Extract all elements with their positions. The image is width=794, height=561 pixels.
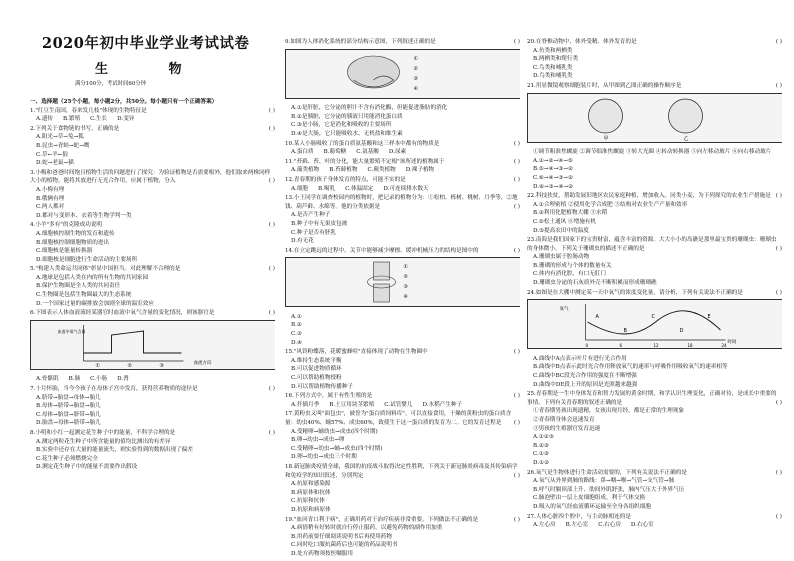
question-item (285, 247, 520, 348)
options (285, 357, 520, 391)
option: B.②利用化肥植物大棚 ③水稻 (533, 210, 608, 217)
option: A.骨骼肌 (36, 376, 59, 383)
option: D.处方药物须按医嘱服用 (291, 550, 354, 557)
option: C.生物圈是包括生物圈最大的生态系统 (36, 292, 132, 299)
options (30, 375, 275, 384)
options (285, 480, 520, 514)
question-stem: 14.在立定跳远的过程中，关节中能够减少摩擦、缓冲机械压力的结构是图中的 ( ) (285, 247, 520, 254)
question-item (527, 390, 782, 467)
option: D.⑤提高农田中的温度 (533, 227, 589, 234)
options (285, 401, 520, 410)
question-item (285, 194, 520, 246)
question-item (285, 140, 520, 157)
option: A.藻类植物 (291, 167, 320, 174)
question-stem: 25.青春期是一生中身体发育和智力发展的黄金时期，和学认识生理变化，正确对待，是成长中重要的事情。下列有关青春期的叙述正确的是 ( ) (527, 391, 782, 406)
option: C.鸟类和哺乳类 (533, 64, 573, 71)
answer-blank: ( ) (268, 386, 275, 393)
point-label: B (623, 328, 627, 335)
option: C.⑤松土通风 ⑥增施有机 (533, 218, 596, 225)
section-heading: 一、选择题（25个小题，每小题2分，共50分。每小题只有一个正确答案） (30, 99, 218, 105)
answer-blank: ( ) (268, 430, 275, 436)
options (30, 115, 275, 124)
joint-label: ④ (403, 294, 408, 301)
option: A.是否产生种子 (291, 212, 331, 219)
option: B.种子中有无果皮包被 (291, 220, 348, 227)
option: D.可连续排水数天 (383, 185, 429, 192)
option: B.苔藓植物 (329, 167, 358, 174)
microscope-view (669, 99, 703, 133)
question-item (30, 385, 275, 428)
options (527, 47, 782, 81)
option: C.细胞核是能量转换器 (36, 248, 93, 255)
view-label: 乙 (683, 135, 689, 142)
option: C.曲线中BC段光合作用的强度在不断增强 (533, 373, 637, 380)
figure-knee (285, 257, 520, 307)
options (527, 148, 782, 191)
option: D.①② (533, 459, 550, 466)
y-axis-label: 氧气 (559, 307, 569, 313)
point-label: A (595, 314, 599, 321)
option: B.呼气时膈顶部上升、肋间外肌舒张，肺内气压大于外界气压 (533, 486, 685, 493)
option: A.① (291, 313, 302, 320)
question-item (527, 236, 782, 288)
answer-blank: ( ) (775, 245, 782, 252)
figure-curve (527, 299, 782, 349)
question-item (285, 410, 520, 462)
microscope-view (589, 99, 623, 133)
answer-blank: ( ) (513, 140, 520, 147)
option: C.肺泡壁由一层上皮细胞组成，利于气体交换 (533, 495, 646, 502)
options (30, 274, 275, 308)
option: ①调节粗准焦螺旋 ②调节细准焦螺旋 ③转大光圈 ④转动转换器 ⑤向左移动玻片 ⑥向右移动玻片 (533, 149, 772, 156)
answer-blank: ( ) (513, 393, 520, 400)
option: C.③ (291, 331, 302, 338)
question-item (285, 38, 520, 139)
question-item (527, 469, 782, 512)
question-stem: 22.科技扶贫，帮助发展旧地区农民家庭种植，增加收入。同类小麦，为下列探究的农业生产措施是 ( ) (527, 193, 782, 200)
question-stem: 10.某人小肠吸收了的蛋白质氨基酸和这三样本中都有的物质是 ( ) (285, 140, 520, 147)
option: D.测定花生种子中的能量不需要作出假设 (36, 464, 138, 471)
question-stem: 15."风铃粉蝶落，花暖蜜蜂喧"直接体现了动物在生物圈中 ( ) (285, 349, 520, 356)
answer-blank: ( ) (268, 107, 275, 114)
option: ③男孩的生殖器官发育迅速 (533, 425, 601, 432)
option: B.可以促进物质循环 (291, 366, 342, 373)
stomach-organ (348, 56, 400, 88)
option: B.②是胰脏，它分泌的胰液只用能消化蛋白质 (291, 113, 403, 120)
question-stem: 2.下列关于食物链的书写，正确的是 ( ) (30, 125, 275, 132)
x-tick-label: 6 (619, 343, 623, 349)
answer-blank: ( ) (513, 349, 520, 356)
options (285, 524, 520, 557)
joint-label: ③ (403, 284, 408, 291)
option: C.受精卵→幼虫→蛹→成虫(四个时期) (291, 445, 383, 452)
option: B.土豆用块茎繁殖 (329, 401, 375, 408)
options (285, 104, 520, 138)
question-item (30, 309, 275, 384)
options (30, 394, 275, 428)
option: A.小梅有理 (36, 186, 65, 193)
option: A.地球是包括人类在内的所有生物的共同家园 (36, 274, 149, 281)
option: B.卵→幼虫→成虫→卵 (291, 437, 345, 444)
question-stem: 23.南海是我们国家下的宝贵财富，蕴含丰富的资源。大大小小的岛礁是那里最宝贵的珊瑚虫：珊瑚虫的身体微小，下列关于珊瑚虫的描述不正确的是 ( ) (527, 237, 782, 252)
options (30, 133, 275, 167)
point-label: E (707, 314, 711, 321)
question-stem: 12.青春期的孩子身体发育的特点，可能不实的是 ( ) (285, 176, 520, 183)
answer-blank: ( ) (268, 125, 275, 132)
options (527, 201, 782, 235)
question-stem: 11."苔藓、苔、叶的分化，能大量繁殖不定根"该所述的植物属于 ( ) (285, 158, 520, 165)
option: B.病原体和抗体 (291, 489, 331, 496)
option: D.蛇→老鼠→猫 (36, 160, 74, 167)
x-tick-label: 24 (721, 343, 727, 349)
column-1 (30, 96, 275, 557)
answer-blank: ( ) (268, 222, 275, 229)
answer-blank: ( ) (775, 469, 782, 476)
option: C.花生种子必须燃烧完全 (36, 455, 98, 462)
option: D.有无花 (291, 238, 314, 245)
option: A.维持生态系统平衡 (291, 357, 342, 364)
option: B.母体→脐带→胎盘→胎儿 (36, 403, 101, 410)
question-item (30, 107, 275, 124)
exam-subject: 生 物 (95, 62, 210, 77)
option: D.④是大肠，它只能吸收水、无机盐和维生素 (291, 130, 403, 137)
question-stem: 17.黄粉虫又叫"面包虫"，被誉为"蛋白质饲料库"。可以直接食用，干燥的黄粉虫的蛋白质含量：幼虫40%、蛹57%、成虫60%，致使生于这一蛋白质的发育为二。它的发育过程是 ( ) (285, 411, 520, 426)
options (285, 428, 520, 462)
organ-label: ① (413, 55, 418, 62)
column-2 (285, 38, 520, 557)
options (285, 185, 520, 194)
options (285, 148, 520, 157)
option: D.肾 (117, 376, 129, 383)
column-3 (527, 38, 782, 557)
question-stem: 6.下图表示人体血液流经某器官时血液中氧气含量的变化情况，则该器官是 ( ) (30, 310, 275, 317)
option: A.阳光→草→兔→狐 (36, 134, 84, 141)
question-stem: 21.用显微镜观察细胞装片时，从甲图到乙图正确的操作顺序是 ( ) (527, 82, 782, 89)
answer-blank: ( ) (513, 39, 520, 45)
question-item (527, 38, 782, 81)
option: D.珊瑚虫分泌的石灰质外壳不断积累而形成珊瑚礁 (533, 280, 657, 287)
region-label: ① (95, 362, 100, 369)
option: A.①是肝脏，它分泌的胆汁不含有消化酶，但能促进脂肪的消化 (291, 105, 448, 112)
option: B.②③ (533, 442, 549, 449)
option: D.卵→幼虫→成虫三个时期 (291, 454, 357, 461)
options (527, 253, 782, 287)
question-stem: 16.下列方式中，属于有性生殖的是 ( ) (285, 393, 520, 400)
question-item (30, 265, 275, 308)
option: B.保护生物圈是全人类的共同责任 (36, 283, 121, 290)
answer-blank: ( ) (775, 82, 782, 89)
question-item (30, 429, 275, 472)
option: D.尿素 (388, 149, 407, 156)
option: D.⑥→③→④→② (533, 183, 574, 190)
option: A.①合理密植 ②使用化学合成肥 ③结构对农业生产产量和效率 (533, 201, 688, 208)
answer-blank: ( ) (268, 178, 275, 185)
question-item (527, 513, 782, 530)
option: D.都对与变形本、衣着等生物学判一类 (36, 212, 132, 219)
options (527, 407, 782, 467)
option: B.喝乳 (318, 185, 336, 192)
question-stem: 1."红豆生南国，春来发几枝"体现的生物特征是 ( ) (30, 107, 275, 114)
question-stem: 8.小明和小红一起测定花生种子中的能量，不科学合理的是 ( ) (30, 430, 275, 436)
option: A.病情稍有好转时就自行停止服药，以避免药物的副作用加重 (291, 525, 443, 532)
option: D.裸子植物 (405, 167, 435, 174)
option: C.蕨类植物 (367, 167, 396, 174)
answer-blank: ( ) (513, 158, 520, 165)
option: A.细胞核控制生物的发育和遗传 (36, 230, 115, 237)
x-tick-label: 0 (585, 343, 589, 349)
question-stem: 5."构建人类命运共同体"彰显中国担当。对此理解不合理的是 ( ) (30, 266, 275, 273)
question-stem: 20.在脊椎动物中，体外受精、体外发育的是 ( ) (527, 39, 782, 45)
answer-blank: ( ) (775, 39, 782, 45)
option: D.可以帮助植物传播种子 (291, 383, 354, 390)
option: A.受精卵→蛹幼虫→成虫(四个时期) (291, 428, 378, 435)
option: B.用药前要仔细阅读说明书后再使用药物 (291, 533, 392, 540)
question-list (285, 38, 520, 557)
options (30, 186, 275, 220)
option: C.种子是否有胚乳 (291, 229, 337, 236)
option: D.④ (291, 339, 303, 346)
exam-title: 2020年初中毕业学业考试试卷 (42, 35, 250, 52)
option: C.同时吃口服抗菌药后也可能的药品说明书 (291, 542, 398, 549)
option: C.⑥→④→③→② (533, 174, 573, 181)
option: B.肺 (68, 376, 81, 383)
option: C.体内有消化腔，有口无肛门 (533, 271, 606, 278)
options (527, 477, 782, 511)
option: B.⑤→④→③→② (533, 166, 574, 173)
option: B.昆虫→青蛙→蛇→鹰 (36, 142, 90, 149)
option: D.细胞核是细胞进行生命活动的主要场所 (36, 256, 138, 263)
option: B.左心室 (565, 522, 589, 529)
option: A.测定两粒花生种子中所含能量的值均比测出的有差异 (36, 438, 171, 445)
answer-blank: ( ) (775, 193, 782, 200)
question-stem: 7.十月怀胎，当今今孩子在母体子宫中发育，获得营养物质的途径是 ( ) (30, 386, 275, 393)
option: B.繁殖 (63, 116, 81, 123)
option: A.①②③ (533, 434, 554, 441)
question-stem: 3.小梅和爸爸时间饱且植物生活的问题进行了探究：为验证植物是否需要根外，他们取来两株同样大小的植物。能将其放进行无光合作用，应属于植物，分入 ( ) (30, 169, 275, 185)
question-stem: 24.如图是在大棚中测定某一天中氧气的浓度变化量，请分析，下列有关说法不正确的是 ( ) (527, 289, 782, 296)
question-item (30, 221, 275, 264)
figure-micro (527, 93, 782, 143)
option: B.细胞核控制细胞物质的进出 (36, 239, 110, 246)
question-stem: 18.新冠肺炎疫情全球，我国的抗疫战斗取得决定性胜利，下列关于新冠肺炎病毒及其传染病学和免疫学的知识叙述，分别判定 ( ) (285, 463, 520, 479)
question-item (527, 82, 782, 191)
question-item (527, 192, 782, 235)
option: B.实验中还存在大量的能量流失，则实验得到的数据出现了偏差 (36, 447, 193, 454)
option: A.珊瑚虫属于腔肠动物 (533, 254, 590, 261)
bone-lower (374, 284, 390, 302)
options (30, 230, 275, 264)
question-item (285, 392, 520, 409)
question-stem: 9.如图为人体消化系统的部分结构示意图，下列叙述正确的是 ( ) (285, 39, 520, 45)
region-label: ③ (159, 362, 164, 369)
option: ①青春期男孩出现遗精，女孩出现月经，都是正常的生理现象 (533, 408, 685, 415)
x-tick-label: 12 (653, 343, 659, 349)
option: D.右心室 (630, 522, 654, 529)
option: C.生长 (90, 116, 108, 123)
option: C.氨基酸 (356, 149, 379, 156)
option: A.①→②→④→⑤ (533, 157, 573, 164)
option: B.珊瑚的形成与个体的数量有关 (533, 262, 612, 269)
question-list (527, 38, 782, 530)
options (285, 166, 520, 175)
organ-label: ③ (413, 75, 418, 82)
option: A.遗传 (36, 116, 54, 123)
option: B.葡萄糖 (323, 149, 347, 156)
option: C.可以帮助植物授粉 (291, 375, 342, 382)
option: D.鸟类和哺乳类 (533, 73, 573, 80)
joint-label: ① (403, 264, 408, 271)
answer-blank: ( ) (268, 266, 275, 273)
answer-blank: ( ) (268, 310, 275, 317)
option: D.变异 (117, 116, 135, 123)
option: C.母体→胎盘→脐带→胎儿 (36, 411, 101, 418)
options (30, 438, 275, 472)
option: D.吸入的氧气经血液循环运输至全身各组织细胞 (533, 503, 651, 510)
x-axis-label: 血流方向 (193, 360, 212, 366)
option: D.水稻产生种子 (422, 401, 463, 408)
answer-blank: ( ) (775, 513, 782, 520)
answer-blank: ( ) (513, 420, 520, 426)
option: B.曲线中B点表示此时光合作用释放氧气的速率与呼吸作用吸收氧气的速率相等 (533, 364, 728, 371)
question-stem: 27.人体心脏四个腔中，与主动脉相连的是 ( ) (527, 513, 782, 520)
answer-blank: ( ) (513, 176, 520, 183)
view-label: 甲 (603, 135, 609, 142)
answer-blank: ( ) (775, 399, 782, 406)
option: C.③是小肠，它是消化和吸收的主要场所 (291, 122, 392, 129)
x-axis-unit: 时间 (727, 340, 737, 346)
question-item (285, 158, 520, 175)
question-stem: 26.氧气是生物体进行生命活动需要的，下列有关说法不正确的是 ( ) (527, 469, 782, 476)
option: D.抗原和病原体 (291, 506, 331, 513)
option: ②青春期身体会迅速发育 (533, 417, 595, 423)
option: D.一个国家过量的碳排放会加剧全球的温室效应 (36, 300, 154, 307)
question-item (285, 176, 520, 193)
options (527, 521, 782, 530)
option: A.蛋白质 (291, 149, 314, 156)
option: C.抗原和抗体 (291, 498, 325, 505)
y-axis-label: 血液中氧气含量 (57, 328, 86, 334)
option: B.俄俩有理 (36, 195, 65, 202)
option: D.胎盘→母体→脐带→胎儿 (36, 420, 101, 427)
option: A.细胞 (291, 185, 309, 192)
answer-blank: ( ) (513, 516, 520, 523)
option: A.抗原和感染源 (291, 481, 331, 488)
point-label: D (679, 328, 684, 335)
answer-blank: ( ) (775, 289, 782, 296)
figure-digest (285, 49, 520, 99)
option: C.草←羊←狼 (36, 151, 69, 158)
option: A.扦插月季 (291, 401, 320, 408)
answer-blank: ( ) (513, 247, 520, 254)
question-stem: 13.小王同学在调查校园内的植物时，把记录的植物分为：①松柏、栎树、桃树、月季等，②地钱、葫芦藓、水绵等。他的分类依据是 ( ) (285, 195, 520, 210)
question-item (285, 463, 520, 515)
question-item (285, 348, 520, 391)
option: B.② (291, 322, 302, 329)
options (527, 355, 782, 389)
question-list (30, 107, 275, 472)
options (285, 211, 520, 245)
organ-label: ② (413, 65, 418, 72)
question-item (285, 516, 520, 557)
option: D.曲线中DE段上升的原因是光照越来越强 (533, 381, 638, 388)
figure-blood (30, 320, 275, 370)
option: C.右心房 (598, 522, 621, 529)
option: A.氧气从外界到肺的路线：鼻→咽→喉→气管→支气管→肺 (533, 478, 675, 485)
region-label: ② (127, 362, 132, 369)
option: C.体温固定 (345, 185, 374, 192)
exam-meta: 满分100分，考试时间60分钟 (75, 81, 147, 87)
x-tick-label: 18 (687, 343, 693, 349)
option: C.小肠 (90, 376, 108, 383)
option: B.两栖类和爬行类 (533, 56, 579, 63)
option: A.左心房 (533, 522, 556, 529)
option: C.①③ (533, 451, 549, 458)
options (285, 313, 520, 347)
answer-blank: ( ) (513, 203, 520, 210)
question-stem: 4.小羊"多有"的克隆成功说明 ( ) (30, 222, 275, 229)
joint-label: ② (403, 274, 408, 281)
organ-label: ④ (413, 85, 418, 92)
answer-blank: ( ) (513, 472, 520, 479)
question-stem: 19."血回青口利于病"，正确用药对于治疗疾病非常重要。下列做法不正确的是 ( ) (285, 516, 520, 523)
option: C.试管婴儿 (384, 401, 413, 408)
question-item (30, 125, 275, 168)
option: A.曲线中A点表示叶片有进行光合作用 (533, 355, 627, 362)
question-item (527, 289, 782, 390)
point-label: C (651, 314, 655, 321)
option: A.脐带→胎盘→母体→胎儿 (36, 394, 101, 401)
question-item (30, 169, 275, 221)
option: A.鱼类和两栖类 (533, 47, 573, 54)
oxygen-curve (84, 331, 182, 353)
bone-upper (374, 262, 390, 280)
option: C.两人都对 (36, 204, 65, 211)
